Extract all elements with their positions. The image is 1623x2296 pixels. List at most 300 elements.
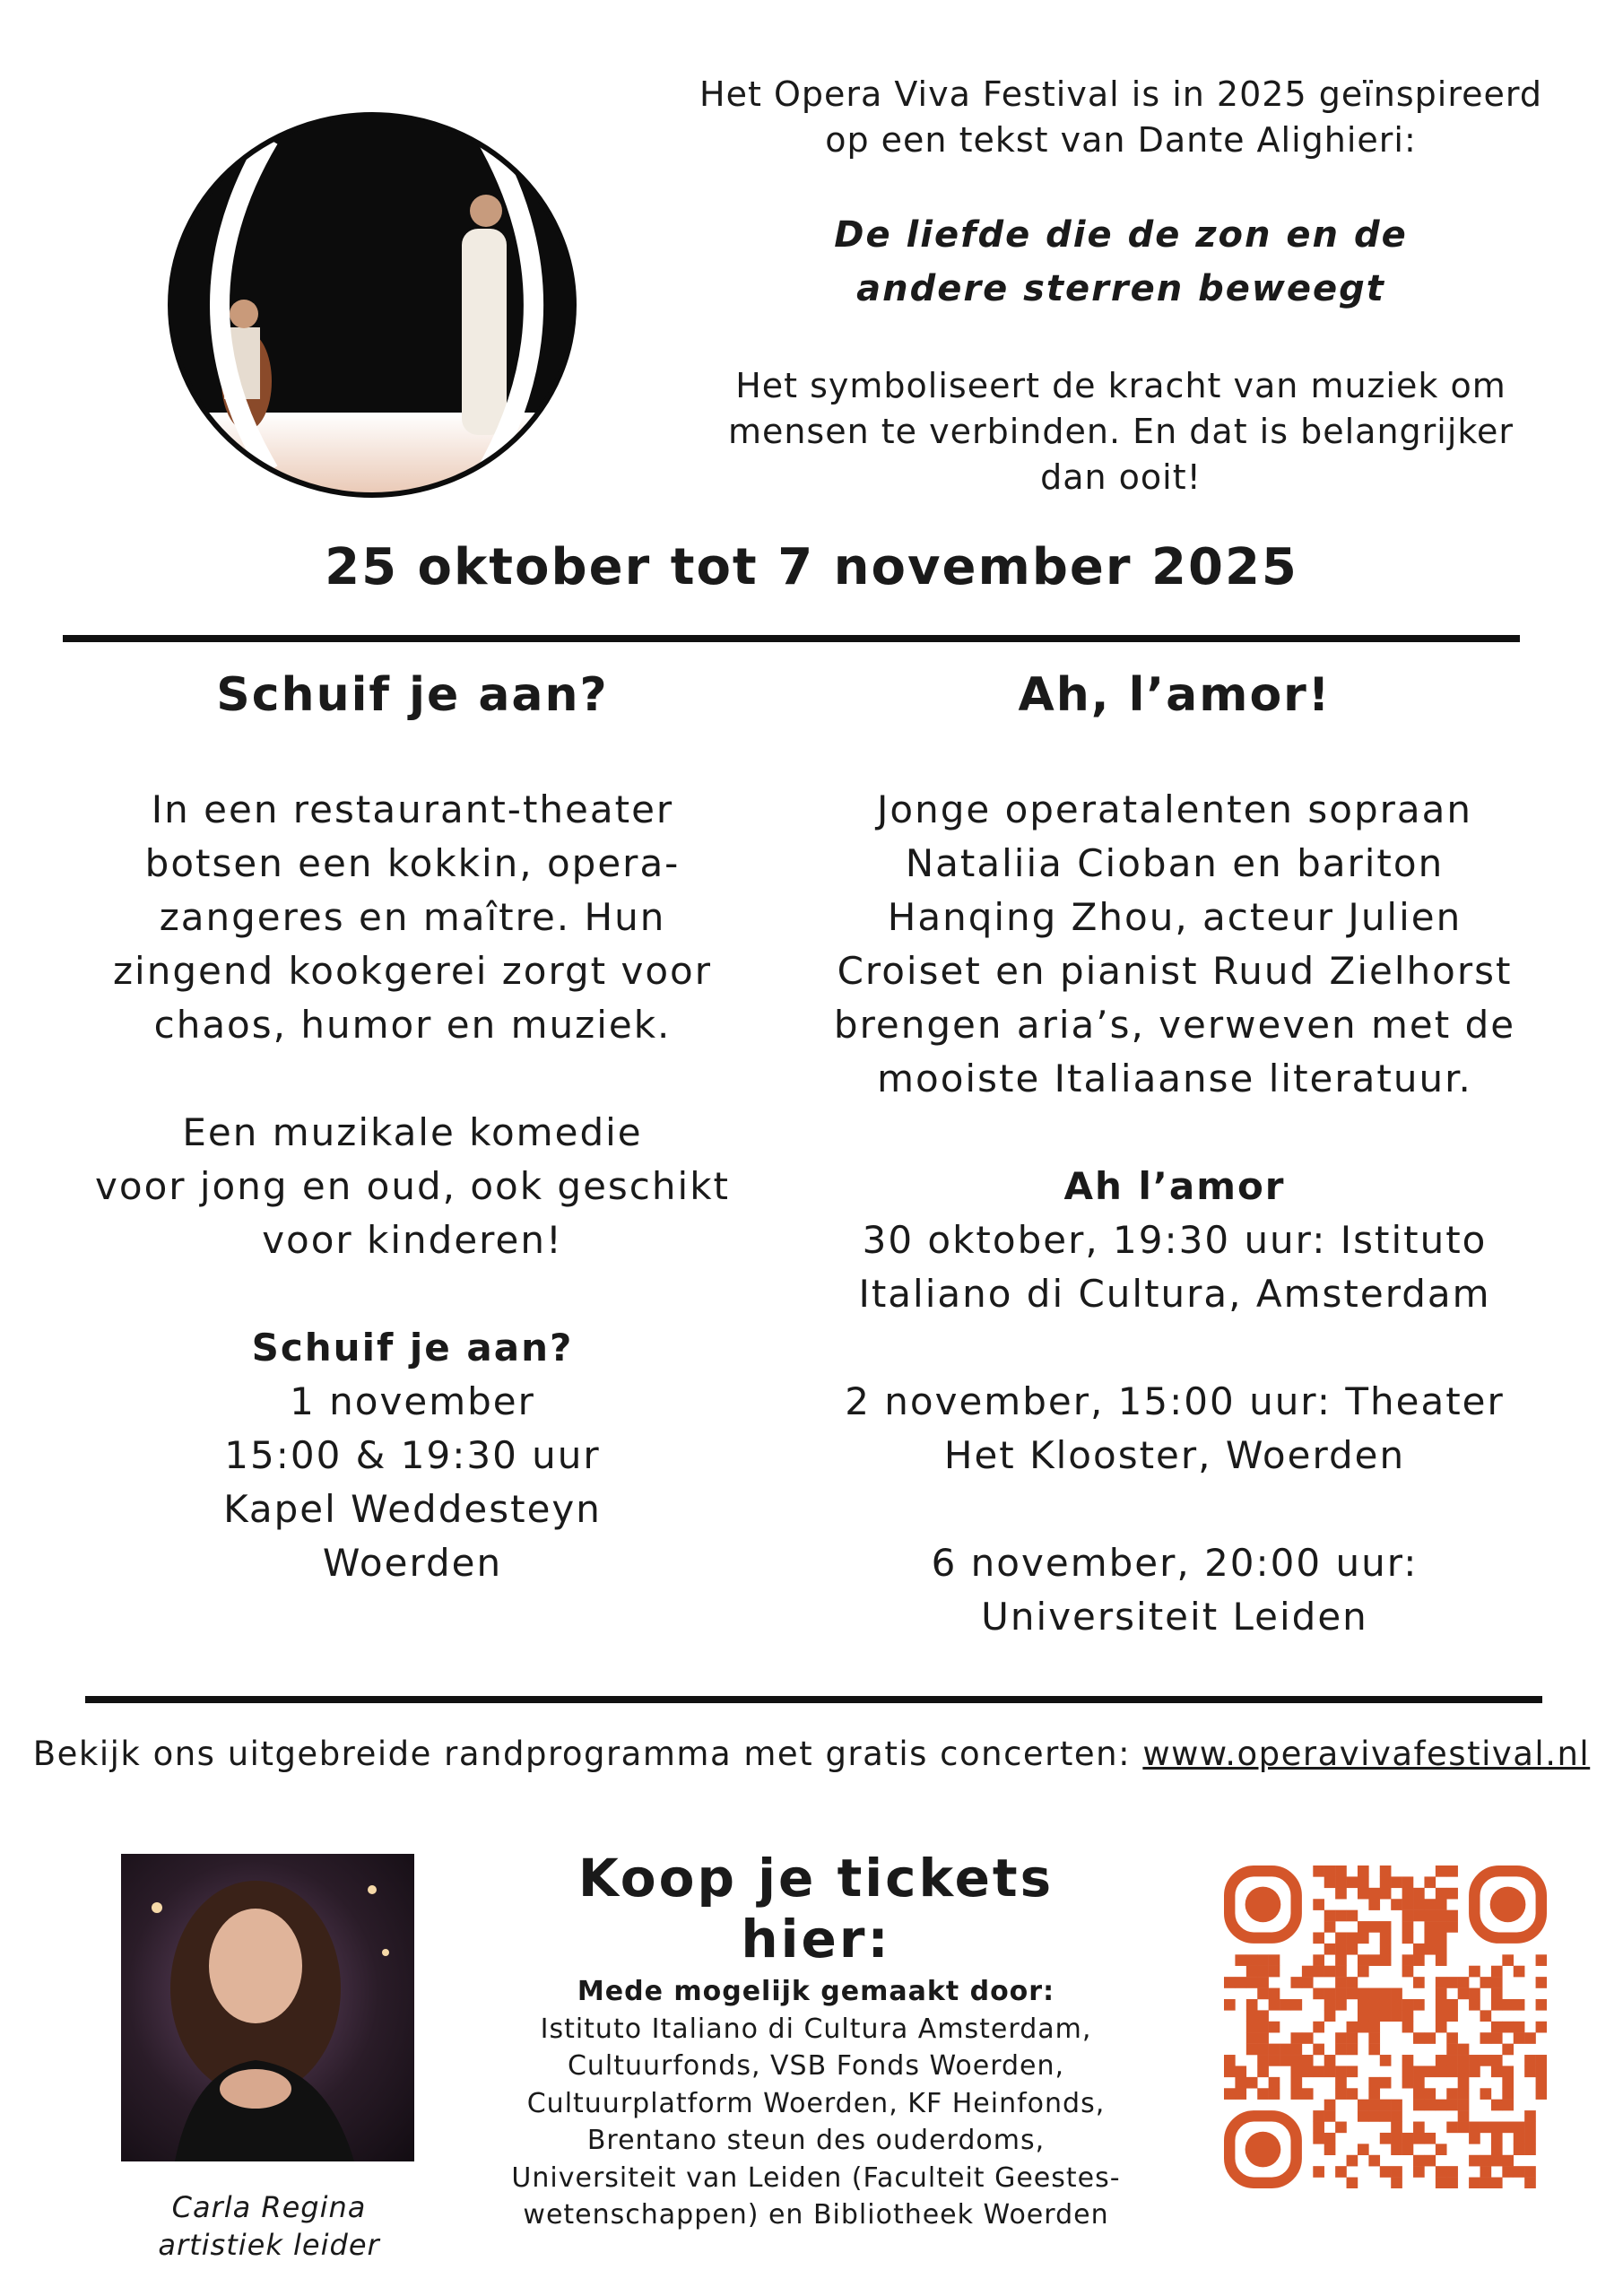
qr-module bbox=[1246, 2077, 1258, 2089]
qr-module bbox=[1402, 1876, 1414, 1888]
qr-module bbox=[1290, 2044, 1302, 2056]
qr-module bbox=[1424, 2133, 1436, 2144]
qr-module bbox=[1469, 2122, 1480, 2134]
qr-module bbox=[1313, 1932, 1324, 1944]
qr-module bbox=[1436, 1988, 1447, 2000]
qr-module bbox=[1514, 2122, 1525, 2134]
show-title: Schuif je aan? bbox=[251, 1326, 574, 1370]
qr-module bbox=[1402, 2144, 1414, 2155]
qr-module bbox=[1257, 2044, 1269, 2056]
qr-module bbox=[1368, 1921, 1380, 1933]
text-line: chaos, humor en muziek. bbox=[153, 1003, 672, 1047]
text-line: Italiano di Cultura, Amsterdam bbox=[858, 1272, 1491, 1316]
qr-module bbox=[1246, 2032, 1258, 2044]
qr-module bbox=[1436, 2010, 1447, 2022]
qr-module bbox=[1391, 1899, 1402, 1910]
qr-module bbox=[1391, 1988, 1402, 2000]
side-program-note bbox=[0, 1735, 1623, 1773]
qr-module bbox=[1269, 2088, 1280, 2100]
qr-module bbox=[1368, 1988, 1380, 2000]
qr-module bbox=[1313, 2044, 1324, 2056]
qr-module bbox=[1458, 2066, 1470, 2077]
qr-module bbox=[1269, 2077, 1280, 2089]
qr-module bbox=[1391, 1876, 1402, 1888]
qr-module bbox=[1380, 1999, 1392, 2011]
text-line: Jonge operatalenten sopraan bbox=[877, 787, 1472, 831]
intro-line: Het Opera Viva Festival is in 2025 geïnspireerd bbox=[699, 74, 1542, 114]
qr-module bbox=[1313, 2166, 1324, 2178]
qr-module bbox=[1368, 2032, 1380, 2044]
qr-module bbox=[1436, 2166, 1447, 2178]
qr-module bbox=[1313, 2022, 1324, 2033]
sponsor-line: Cultuurplatform Woerden, KF Heinfonds, bbox=[526, 2087, 1106, 2119]
qr-module bbox=[1458, 1988, 1470, 2000]
qr-module bbox=[1469, 2133, 1480, 2144]
qr-module bbox=[1391, 1999, 1402, 2011]
qr-module bbox=[1347, 1876, 1358, 1888]
qr-module bbox=[1446, 2032, 1458, 2044]
qr-module bbox=[1491, 2133, 1503, 2144]
sponsors-title: Mede mogelijk gemaakt door: bbox=[577, 1976, 1055, 2007]
text-line: Hanqing Zhou, acteur Julien bbox=[887, 895, 1462, 939]
qr-module bbox=[1402, 2010, 1414, 2022]
qr-module bbox=[1469, 1966, 1480, 1978]
qr-module bbox=[1347, 2155, 1358, 2167]
symbol-line: Het symboliseert de kracht van muziek om bbox=[735, 366, 1506, 405]
qr-module bbox=[1413, 2155, 1425, 2167]
qr-module bbox=[1413, 1977, 1425, 1988]
qr-module bbox=[1502, 2155, 1514, 2167]
qr-module bbox=[1469, 1999, 1480, 2011]
director-caption bbox=[90, 2188, 448, 2264]
qr-module bbox=[1491, 2155, 1503, 2167]
qr-module bbox=[1446, 1910, 1458, 1922]
qr-module bbox=[1491, 1988, 1503, 2000]
text-line: voor jong en oud, ook geschikt bbox=[95, 1164, 730, 1208]
qr-module bbox=[1402, 1966, 1414, 1978]
qr-module bbox=[1446, 2088, 1458, 2100]
qr-module bbox=[1469, 2155, 1480, 2167]
qr-module bbox=[1446, 2178, 1458, 2188]
qr-module bbox=[1502, 2044, 1514, 2056]
qr-module bbox=[1290, 2055, 1302, 2066]
right-heading: Ah, l’amor! bbox=[1018, 668, 1332, 722]
qr-module bbox=[1335, 2166, 1347, 2178]
qr-module bbox=[1413, 1944, 1425, 1955]
qr-module bbox=[1491, 1966, 1503, 1978]
qr-module bbox=[1436, 2144, 1447, 2155]
ticket-qr-code[interactable] bbox=[1224, 1866, 1547, 2188]
qr-module bbox=[1313, 2122, 1324, 2134]
tickets-heading: Koop je tickets hier: bbox=[577, 1848, 1055, 1970]
qr-module bbox=[1391, 2144, 1402, 2155]
qr-module bbox=[1313, 1899, 1324, 1910]
qr-module bbox=[1302, 2088, 1314, 2100]
qr-module bbox=[1458, 2088, 1470, 2100]
qr-module bbox=[1502, 2088, 1514, 2100]
qr-module bbox=[1358, 1954, 1369, 1966]
qr-module bbox=[1269, 1999, 1280, 2011]
qr-module bbox=[1313, 1988, 1324, 2000]
qr-module bbox=[1391, 2166, 1402, 2178]
qr-module bbox=[1246, 1966, 1258, 1978]
qr-module bbox=[1290, 1999, 1302, 2011]
qr-module bbox=[1358, 2144, 1369, 2155]
qr-module bbox=[1380, 2133, 1392, 2144]
qr-module bbox=[1524, 2144, 1536, 2155]
qr-module bbox=[1313, 2066, 1324, 2077]
qr-module bbox=[1402, 1932, 1414, 1944]
qr-module bbox=[1480, 2010, 1492, 2022]
qr-module bbox=[1246, 2010, 1258, 2022]
qr-module bbox=[1524, 2110, 1536, 2122]
qr-module bbox=[1257, 1966, 1269, 1978]
qr-module bbox=[1502, 2022, 1514, 2033]
qr-module bbox=[1458, 2055, 1470, 2066]
qr-module bbox=[1391, 2110, 1402, 2122]
qr-module bbox=[1446, 2044, 1458, 2056]
qr-module bbox=[1514, 2133, 1525, 2144]
qr-module bbox=[1446, 2010, 1458, 2022]
qr-module bbox=[1335, 1999, 1347, 2011]
qr-module bbox=[1257, 2022, 1269, 2033]
qr-module bbox=[1446, 1921, 1458, 1933]
qr-module bbox=[1502, 2100, 1514, 2111]
qr-module bbox=[1380, 2110, 1392, 2122]
qr-module bbox=[1358, 1966, 1369, 1978]
qr-module bbox=[1380, 1888, 1392, 1900]
qr-module bbox=[1413, 2032, 1425, 2044]
qr-module bbox=[1269, 2055, 1280, 2066]
qr-module bbox=[1491, 2022, 1503, 2033]
qr-module bbox=[1368, 1999, 1380, 2011]
festival-logo-o bbox=[161, 112, 583, 498]
qr-module bbox=[1424, 1876, 1436, 1888]
qr-module bbox=[1413, 1888, 1425, 1900]
text-line: In een restaurant-theater bbox=[151, 787, 674, 831]
qr-module bbox=[1302, 2066, 1314, 2077]
qr-module bbox=[1324, 2055, 1336, 2066]
symbol-text bbox=[699, 363, 1542, 500]
qr-module bbox=[1413, 2066, 1425, 2077]
qr-module bbox=[1224, 2066, 1236, 2077]
qr-module bbox=[1458, 2110, 1470, 2122]
qr-module bbox=[1502, 1999, 1514, 2011]
text-line: zingend kookgerei zorgt voor bbox=[113, 949, 712, 993]
qr-module bbox=[1335, 1954, 1347, 1966]
qr-module bbox=[1458, 2122, 1470, 2134]
qr-module bbox=[1257, 2066, 1269, 2077]
qr-module bbox=[1347, 2022, 1358, 2033]
qr-module bbox=[1358, 1876, 1369, 1888]
qr-module bbox=[1402, 2066, 1414, 2077]
qr-module bbox=[1514, 1966, 1525, 1978]
qr-module bbox=[1313, 1866, 1324, 1877]
side-program-text: Bekijk ons uitgebreide randprogramma met gratis concerten: bbox=[32, 1735, 1143, 1773]
qr-module bbox=[1424, 1921, 1436, 1933]
qr-module bbox=[1335, 1977, 1347, 1988]
qr-module bbox=[1269, 1988, 1280, 2000]
text-line: Nataliia Cioban en bariton bbox=[905, 841, 1445, 885]
qr-module bbox=[1380, 1944, 1392, 1955]
text-line: botsen een kokkin, opera- bbox=[144, 841, 681, 885]
qr-module bbox=[1491, 1999, 1503, 2011]
qr-module bbox=[1391, 2100, 1402, 2111]
qr-module bbox=[1391, 2133, 1402, 2144]
qr-module bbox=[1257, 2088, 1269, 2100]
qr-module bbox=[1368, 2022, 1380, 2033]
qr-module bbox=[1302, 1966, 1314, 1978]
director-role: artistiek leider bbox=[158, 2228, 380, 2262]
qr-module bbox=[1324, 1966, 1336, 1978]
qr-module bbox=[1368, 2100, 1380, 2111]
intro-line: op een tekst van Dante Alighieri: bbox=[825, 120, 1417, 160]
qr-module bbox=[1347, 2178, 1358, 2188]
qr-finder-dot bbox=[1245, 2132, 1281, 2168]
text-line: Croiset en pianist Ruud Zielhorst bbox=[837, 949, 1513, 993]
sponsor-line: Universiteit van Leiden (Faculteit Geestes- bbox=[511, 2161, 1121, 2194]
qr-module bbox=[1335, 2066, 1347, 2077]
qr-module bbox=[1458, 2044, 1470, 2056]
text-line: mooiste Italiaanse literatuur. bbox=[877, 1057, 1472, 1100]
qr-module bbox=[1491, 2122, 1503, 2134]
qr-module bbox=[1380, 1988, 1392, 2000]
qr-module bbox=[1257, 2010, 1269, 2022]
qr-module bbox=[1335, 2122, 1347, 2134]
qr-module bbox=[1413, 1910, 1425, 1922]
sponsor-line: Istituto Italiano di Cultura Amsterdam, bbox=[540, 2013, 1092, 2045]
qr-module bbox=[1436, 1910, 1447, 1922]
qr-module bbox=[1324, 2010, 1336, 2022]
qr-module bbox=[1302, 2055, 1314, 2066]
qr-module bbox=[1347, 1910, 1358, 1922]
qr-module bbox=[1335, 1944, 1347, 1955]
qr-module bbox=[1280, 2044, 1291, 2056]
qr-module bbox=[1480, 2088, 1492, 2100]
qr-module bbox=[1402, 1999, 1414, 2011]
qr-module bbox=[1480, 2122, 1492, 2134]
qr-module bbox=[1436, 1866, 1447, 1877]
qr-module bbox=[1524, 2032, 1536, 2044]
qr-module bbox=[1491, 2178, 1503, 2188]
qr-module bbox=[1491, 2032, 1503, 2044]
qr-module bbox=[1324, 2133, 1336, 2144]
text-line: 15:00 & 19:30 uur bbox=[224, 1433, 601, 1477]
qr-module bbox=[1224, 1977, 1236, 1988]
qr-module bbox=[1358, 1888, 1369, 1900]
qr-module bbox=[1436, 1899, 1447, 1910]
qr-module bbox=[1358, 2100, 1369, 2111]
qr-module bbox=[1424, 2100, 1436, 2111]
qr-module bbox=[1368, 2044, 1380, 2056]
qr-module bbox=[1436, 1932, 1447, 1944]
qr-module bbox=[1257, 1988, 1269, 2000]
qr-module bbox=[1246, 1999, 1258, 2011]
qr-module bbox=[1536, 2022, 1547, 2033]
qr-module bbox=[1368, 1888, 1380, 1900]
qr-module bbox=[1313, 1954, 1324, 1966]
qr-module bbox=[1324, 1876, 1336, 1888]
qr-module bbox=[1502, 2166, 1514, 2178]
qr-module bbox=[1436, 2178, 1447, 2188]
qr-module bbox=[1313, 1966, 1324, 1978]
qr-module bbox=[1402, 2133, 1414, 2144]
sponsor-line: Cultuurfonds, VSB Fonds Woerden, bbox=[567, 2050, 1065, 2082]
qr-module bbox=[1368, 2010, 1380, 2022]
qr-module bbox=[1424, 1910, 1436, 1922]
qr-module bbox=[1246, 2022, 1258, 2033]
qr-module bbox=[1524, 2122, 1536, 2134]
qr-module bbox=[1380, 2166, 1392, 2178]
qr-module bbox=[1380, 1876, 1392, 1888]
qr-module bbox=[1290, 2032, 1302, 2044]
qr-module bbox=[1469, 1988, 1480, 2000]
dante-quote bbox=[699, 208, 1542, 316]
qr-module bbox=[1502, 2066, 1514, 2077]
qr-module bbox=[1347, 2066, 1358, 2077]
qr-module bbox=[1436, 2055, 1447, 2066]
qr-module bbox=[1368, 2077, 1380, 2089]
qr-module bbox=[1358, 1866, 1369, 1877]
qr-module bbox=[1335, 1866, 1347, 1877]
qr-module bbox=[1536, 2088, 1547, 2100]
qr-module bbox=[1514, 2032, 1525, 2044]
qr-module bbox=[1458, 1977, 1470, 1988]
qr-module bbox=[1358, 1921, 1369, 1933]
qr-module bbox=[1290, 1977, 1302, 1988]
qr-module bbox=[1391, 2178, 1402, 2188]
qr-module bbox=[1380, 1954, 1392, 1966]
divider-bottom bbox=[85, 1696, 1542, 1703]
qr-module bbox=[1436, 1977, 1447, 1988]
qr-module bbox=[1524, 2133, 1536, 2144]
show-title: Ah l’amor bbox=[1063, 1164, 1286, 1208]
qr-module bbox=[1313, 2110, 1324, 2122]
qr-module bbox=[1347, 2032, 1358, 2044]
qr-module bbox=[1358, 1932, 1369, 1944]
qr-module bbox=[1480, 2178, 1492, 2188]
qr-module bbox=[1224, 2055, 1236, 2066]
qr-module bbox=[1413, 2088, 1425, 2100]
qr-module bbox=[1368, 2155, 1380, 2167]
qr-module bbox=[1446, 1999, 1458, 2011]
quote-line: De liefde die de zon en de bbox=[834, 214, 1408, 256]
text-line: Het Klooster, Woerden bbox=[943, 1433, 1406, 1477]
qr-module bbox=[1514, 2022, 1525, 2033]
qr-module bbox=[1458, 2077, 1470, 2089]
qr-module bbox=[1424, 1932, 1436, 1944]
text-line: Kapel Weddesteyn bbox=[223, 1487, 602, 1531]
qr-module bbox=[1446, 2055, 1458, 2066]
qr-module bbox=[1424, 2032, 1436, 2044]
qr-module bbox=[1324, 2144, 1336, 2155]
qr-module bbox=[1368, 1899, 1380, 1910]
qr-module bbox=[1402, 1921, 1414, 1933]
qr-module bbox=[1335, 2044, 1347, 2056]
qr-module bbox=[1380, 1866, 1392, 1877]
text-line: zangeres en maître. Hun bbox=[159, 895, 666, 939]
festival-dates: 25 oktober tot 7 november 2025 bbox=[325, 538, 1298, 596]
qr-module bbox=[1402, 2077, 1414, 2089]
qr-module bbox=[1380, 1921, 1392, 1933]
qr-module bbox=[1347, 1988, 1358, 2000]
qr-module bbox=[1324, 1910, 1336, 1922]
intro-text bbox=[699, 72, 1542, 163]
text-line: Universiteit Leiden bbox=[981, 1595, 1368, 1639]
symbol-line: mensen te verbinden. En dat is belangrijker bbox=[727, 412, 1515, 451]
qr-module bbox=[1335, 2077, 1347, 2089]
divider-top bbox=[63, 635, 1520, 642]
qr-module bbox=[1347, 2044, 1358, 2056]
quote-line: andere sterren beweegt bbox=[856, 268, 1385, 309]
qr-module bbox=[1391, 2122, 1402, 2134]
qr-module bbox=[1536, 2066, 1547, 2077]
qr-module bbox=[1358, 2022, 1369, 2033]
qr-module bbox=[1413, 2077, 1425, 2089]
qr-module bbox=[1368, 2110, 1380, 2122]
qr-module bbox=[1380, 2077, 1392, 2089]
director-name: Carla Regina bbox=[171, 2190, 367, 2224]
qr-module bbox=[1269, 1966, 1280, 1978]
qr-module bbox=[1246, 1954, 1258, 1966]
qr-module bbox=[1424, 2088, 1436, 2100]
qr-module bbox=[1436, 1954, 1447, 1966]
qr-module bbox=[1491, 2055, 1503, 2066]
qr-module bbox=[1514, 2144, 1525, 2155]
text-line: 2 november, 15:00 uur: Theater bbox=[845, 1379, 1505, 1423]
qr-module bbox=[1380, 2100, 1392, 2111]
qr-module bbox=[1290, 2077, 1302, 2089]
qr-module bbox=[1436, 2100, 1447, 2111]
text-line: Een muzikale komedie bbox=[182, 1110, 643, 1154]
qr-module bbox=[1480, 2055, 1492, 2066]
qr-module bbox=[1257, 2032, 1269, 2044]
qr-module bbox=[1413, 2133, 1425, 2144]
qr-module bbox=[1235, 2066, 1246, 2077]
qr-module bbox=[1302, 2032, 1314, 2044]
qr-module bbox=[1380, 1932, 1392, 1944]
text-line: 1 november bbox=[290, 1379, 535, 1423]
qr-module bbox=[1424, 1899, 1436, 1910]
text-line: 30 oktober, 19:30 uur: Istituto bbox=[862, 1218, 1488, 1262]
qr-module bbox=[1246, 1977, 1258, 1988]
qr-module bbox=[1290, 2088, 1302, 2100]
qr-module bbox=[1358, 2010, 1369, 2022]
qr-module bbox=[1402, 1910, 1414, 1922]
qr-module bbox=[1536, 1977, 1547, 1988]
qr-module bbox=[1358, 2110, 1369, 2122]
qr-module bbox=[1335, 1932, 1347, 1944]
qr-module bbox=[1446, 1866, 1458, 1877]
qr-module bbox=[1424, 2066, 1436, 2077]
qr-module bbox=[1335, 1966, 1347, 1978]
qr-module bbox=[1269, 1954, 1280, 1966]
qr-module bbox=[1502, 2122, 1514, 2134]
qr-module bbox=[1347, 1932, 1358, 1944]
qr-module bbox=[1324, 1866, 1336, 1877]
director-photo bbox=[121, 1854, 414, 2161]
qr-module bbox=[1280, 1999, 1291, 2011]
right-description bbox=[816, 783, 1533, 1644]
website-link[interactable]: www.operavivafestival.nl bbox=[1142, 1735, 1591, 1773]
qr-module bbox=[1290, 2066, 1302, 2077]
qr-module bbox=[1536, 1999, 1547, 2011]
qr-module bbox=[1235, 1954, 1246, 1966]
left-description bbox=[54, 783, 771, 1590]
qr-module bbox=[1402, 1954, 1414, 1966]
qr-finder-dot bbox=[1245, 1887, 1281, 1923]
qr-module bbox=[1380, 2055, 1392, 2066]
